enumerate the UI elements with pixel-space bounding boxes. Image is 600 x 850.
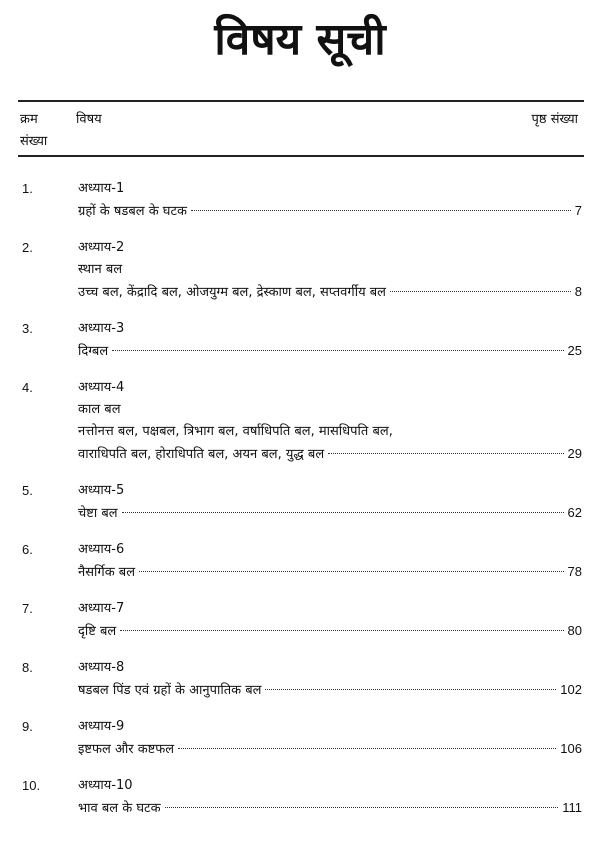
entry-title-line [78, 502, 582, 525]
chapter-label: अध्याय-7 [78, 601, 125, 616]
toc-entry[interactable] [0, 480, 600, 525]
page-title: विषय सूची [214, 14, 386, 65]
toc-entry[interactable] [0, 539, 600, 584]
entry-text-line: स्थान बल [78, 262, 123, 277]
entry-title-line [78, 679, 582, 702]
entry-lines [78, 237, 582, 304]
toc-entry[interactable] [0, 178, 600, 223]
entry-title: उच्च बल, केंद्रादि बल, ओजयुग्म बल, द्रेस्काण बल, सप्तवर्गीय बल [78, 285, 386, 300]
chapter-label: अध्याय-4 [78, 380, 125, 395]
entry-page-number: 62 [567, 505, 582, 520]
entry-number: 6. [22, 542, 33, 557]
entry-lines [78, 598, 582, 643]
header-number-label: संख्या [20, 134, 48, 149]
toc-entry[interactable] [0, 377, 600, 466]
entry-page-number: 78 [567, 564, 582, 579]
entry-page-number: 80 [567, 623, 582, 638]
entry-page-number: 25 [567, 343, 582, 358]
entry-title-line [78, 443, 582, 466]
entry-number: 2. [22, 240, 33, 255]
entry-page-number: 106 [560, 741, 582, 756]
entry-title: ग्रहों के षडबल के घटक [78, 204, 188, 219]
entry-title-line [78, 340, 582, 363]
entry-title: भाव बल के घटक [78, 801, 161, 816]
header-subject-label: विषय [76, 112, 102, 127]
toc-entry[interactable] [0, 657, 600, 702]
dot-leader [139, 571, 563, 572]
entry-number: 10. [22, 778, 41, 793]
chapter-label: अध्याय-5 [78, 483, 125, 498]
header-page-number-label: पृष्ठ संख्या [531, 112, 578, 127]
entry-title: नैसर्गिक बल [78, 565, 136, 580]
entry-title-line [78, 561, 582, 584]
header-serial-label: क्रम [20, 112, 38, 127]
dot-leader [122, 512, 564, 513]
dot-leader [112, 350, 563, 351]
entry-title: वाराधिपति बल, होराधिपति बल, अयन बल, युद्ध बल [78, 447, 325, 462]
toc-entry[interactable] [0, 598, 600, 643]
entry-page-number: 29 [567, 446, 582, 461]
entry-title: षडबल पिंड एवं ग्रहों के आनुपातिक बल [78, 683, 262, 698]
chapter-label: अध्याय-10 [78, 778, 133, 793]
chapter-label: अध्याय-8 [78, 660, 125, 675]
entry-lines [78, 480, 582, 525]
entry-number: 4. [22, 380, 33, 395]
header-top-rule [18, 100, 584, 102]
toc-entry[interactable] [0, 318, 600, 363]
entry-title-line [78, 797, 582, 820]
entry-text-line: नत्तोनत्त बल, पक्षबल, त्रिभाग बल, वर्षाधिपति बल, मासधिपति बल, [78, 424, 393, 439]
dot-leader [191, 210, 571, 211]
entry-title-line [78, 620, 582, 643]
chapter-label: अध्याय-3 [78, 321, 125, 336]
entry-number: 3. [22, 321, 33, 336]
dot-leader [390, 291, 571, 292]
entry-lines [78, 318, 582, 363]
entry-lines [78, 716, 582, 761]
dot-leader [265, 689, 556, 690]
entry-page-number: 111 [562, 800, 582, 815]
entry-page-number: 7 [574, 203, 582, 218]
entry-page-number: 8 [574, 284, 582, 299]
entry-title-line [78, 738, 582, 761]
entry-page-number: 102 [560, 682, 582, 697]
entry-lines [78, 657, 582, 702]
entry-title: दृष्टि बल [78, 624, 117, 639]
entry-number: 5. [22, 483, 33, 498]
entry-title-line [78, 200, 582, 223]
toc-entries [0, 178, 600, 834]
entry-number: 9. [22, 719, 33, 734]
chapter-label: अध्याय-2 [78, 240, 125, 255]
chapter-label: अध्याय-9 [78, 719, 125, 734]
toc-entry[interactable] [0, 775, 600, 820]
dot-leader [165, 807, 559, 808]
toc-entry[interactable] [0, 716, 600, 761]
entry-title: इष्टफल और कष्टफल [78, 742, 175, 757]
entry-text-line: काल बल [78, 402, 121, 417]
entry-number: 8. [22, 660, 33, 675]
dot-leader [328, 453, 563, 454]
entry-lines [78, 377, 582, 466]
chapter-label: अध्याय-6 [78, 542, 125, 557]
entry-number: 1. [22, 181, 33, 196]
entry-title-line [78, 281, 582, 304]
entry-title: दिग्बल [78, 344, 109, 359]
entry-lines [78, 775, 582, 820]
entry-number: 7. [22, 601, 33, 616]
entry-lines [78, 539, 582, 584]
header-bottom-rule [18, 155, 584, 157]
entry-lines [78, 178, 582, 223]
toc-entry[interactable] [0, 237, 600, 304]
chapter-label: अध्याय-1 [78, 181, 125, 196]
entry-title: चेष्टा बल [78, 506, 118, 521]
dot-leader [178, 748, 556, 749]
dot-leader [120, 630, 563, 631]
